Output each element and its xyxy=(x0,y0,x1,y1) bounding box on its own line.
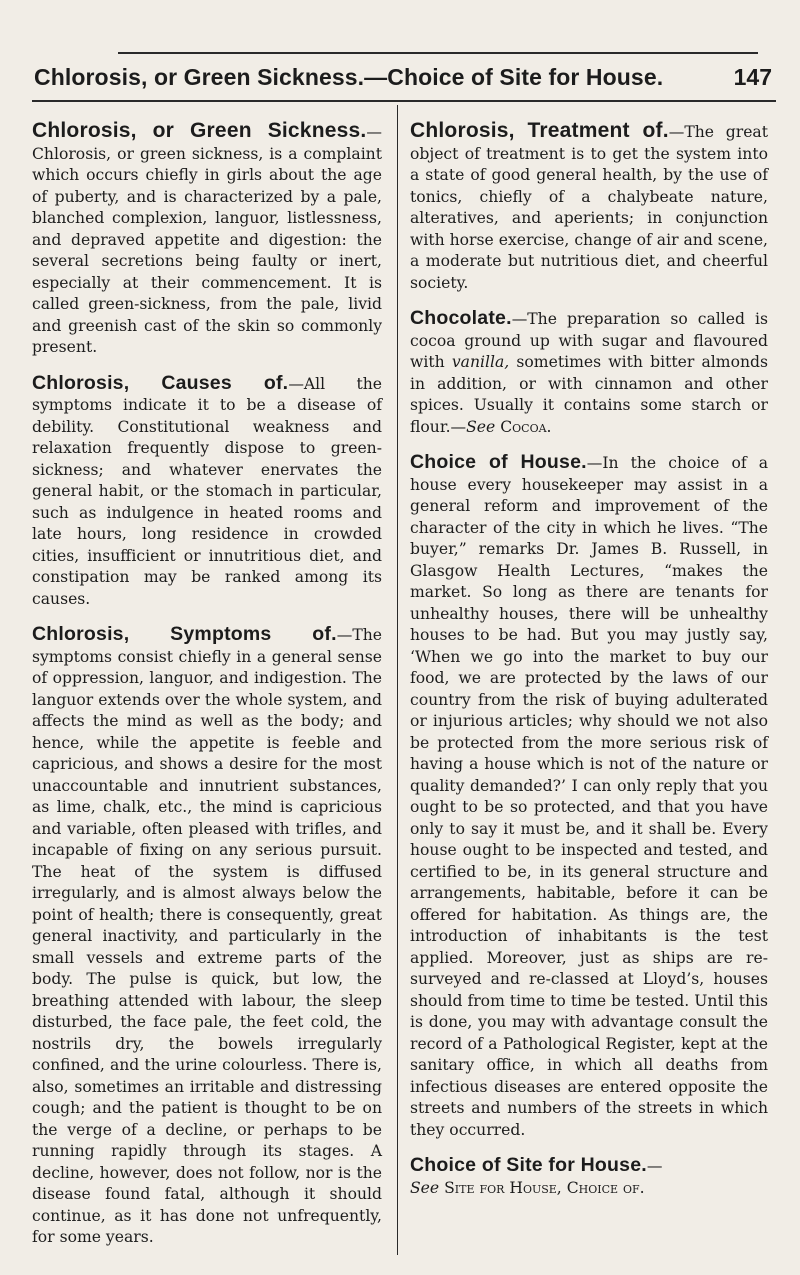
entry-text-cont: sometimes with bitter almonds in addition, or with cinnamon and other spices. Usually it contains some starch or flour.— xyxy=(410,353,768,436)
cross-reference: Cocoa. xyxy=(500,417,552,436)
entry-text: —In the choice of a house every housekeeper may assist in a general reform and improvement of the character of the city in which he lives. “The buyer,” remarks Dr. James B. Russell, in Glasgow Health Lectures, “makes the market. So long as there are tenants for unhealthy houses, there will be unhealthy houses to be had. But you may justly say, ‘When we go into the market to buy our food, we are protected by the laws of our country from the risk of buying adulterated or injurious articles; why should we not also be protected from the more serious risk of having a house which is not of the nature or quality demanded?’ I can only reply that you ought to be so protected, and that you have only to say it must be, and it shall be. Every house ought to be inspected and tested, and certified to be, in its general structure and arrangements, habitable, before it can be offered for habitation. As things are, the introduction of inhabitants is the test applied. Moreover, just as ships are re-surveyed and re-classed at Lloyd’s, houses should from time to time be tested. Until this is done, you may with advantage consult the record of a Pathological Register, kept at the sanitary office, in which all deaths from infectious diseases are entered opposite the streets and numbers of the streets in which they occurred. xyxy=(410,454,768,1139)
see-label: See xyxy=(410,1178,440,1197)
entry-chlorosis xyxy=(32,120,382,359)
entry-text: —The preparation so called is cocoa ground up with sugar and flavoured with xyxy=(410,310,768,371)
entry-chlorosis-symptoms xyxy=(32,624,382,1249)
headword: Chlorosis, Symptoms of. xyxy=(32,623,337,645)
entry-text: —The symptoms consist chiefly in a general sense of oppression, languor, and indigestion. The languor extends over the whole system, and affects the mind as well as the body; and hence, while the appetite is feeble and capricious, and shows a desire for the most unaccountable and innutrient substances, as lime, chalk, etc., the mind is capricious and variable, often pleased with trifles, and incapable of fixing on any serious pursuit. The heat of the system is diffused irregularly, and is almost always below the point of health; there is consequently, great general inactivity, and particularly in the small vessels and extreme parts of the body. The pulse is quick, but low, the breathing attended with labour, the sleep disturbed, the face pale, the feet cold, the nostrils dry, the bowels irregularly confined, and the urine colourless. There is, also, sometimes an irritable and distressing cough; and the patient is thought to be on the verge of a decline, or perhaps to be running rapidly through its stages. A decline, however, does not follow, nor is the disease found fatal, although it should continue, as it has done not unfrequently, for some years. xyxy=(32,626,382,1246)
headword: Chlorosis, Causes of. xyxy=(32,371,289,394)
header-rule-top xyxy=(118,52,758,54)
column-divider xyxy=(397,105,398,1255)
running-title: Chlorosis, or Green Sickness.—Choice of Site for House. xyxy=(34,64,664,90)
see-label: See xyxy=(466,417,496,436)
entry-choice-of-house xyxy=(410,452,768,1141)
headword: Chocolate. xyxy=(410,307,512,329)
headword: Chlorosis, or Green Sickness. xyxy=(32,119,367,142)
headword: Choice of House. xyxy=(410,451,587,473)
header-rule-bottom xyxy=(32,100,776,102)
entry-choice-of-site xyxy=(410,1155,768,1199)
left-column xyxy=(32,120,382,1263)
entry-text: —Chlorosis, or green sickness, is a complaint which occurs chiefly in girls about the age of puberty, and is characterized by a pale, blanched complexion, languor, listlessness, and depraved appetite and digestion: the several secretions being faulty or inert, especially at their commencement. It is called green-sickness, from the pale, livid and greenish cast of the skin so commonly present. xyxy=(32,123,382,356)
entry-text: — xyxy=(646,1157,663,1175)
entry-chlorosis-treatment xyxy=(410,120,768,294)
running-header xyxy=(18,0,778,122)
entry-chocolate xyxy=(410,308,768,438)
cross-reference: Site for House, Choice of. xyxy=(444,1178,645,1197)
headword: Choice of Site for House. xyxy=(410,1154,647,1176)
right-column xyxy=(410,120,768,1213)
entry-text: —The great object of treatment is to get the system into a state of good general health, by the use of tonics, chiefly of a chalybeate nature, alteratives, and aperients; in conjunction with horse exercise, change of air and scene, a moderate but nutritious diet, and cheerful society. xyxy=(410,123,768,292)
page-number: 147 xyxy=(733,64,772,90)
entry-italic: vanilla, xyxy=(451,353,510,371)
headword: Chlorosis, Treatment of. xyxy=(410,119,669,142)
entry-text: —All the symptoms indicate it to be a disease of debility. Constitutional weakness and relaxation frequently dispose to green-sickness; and whatever enervates the general habit, or the stomach in particular, such as indulgence in heated rooms and late hours, long residence in crowded cities, insufficient or innutritious diet, and constipation may be ranked among its causes. xyxy=(32,374,382,608)
entry-chlorosis-causes xyxy=(32,373,382,611)
